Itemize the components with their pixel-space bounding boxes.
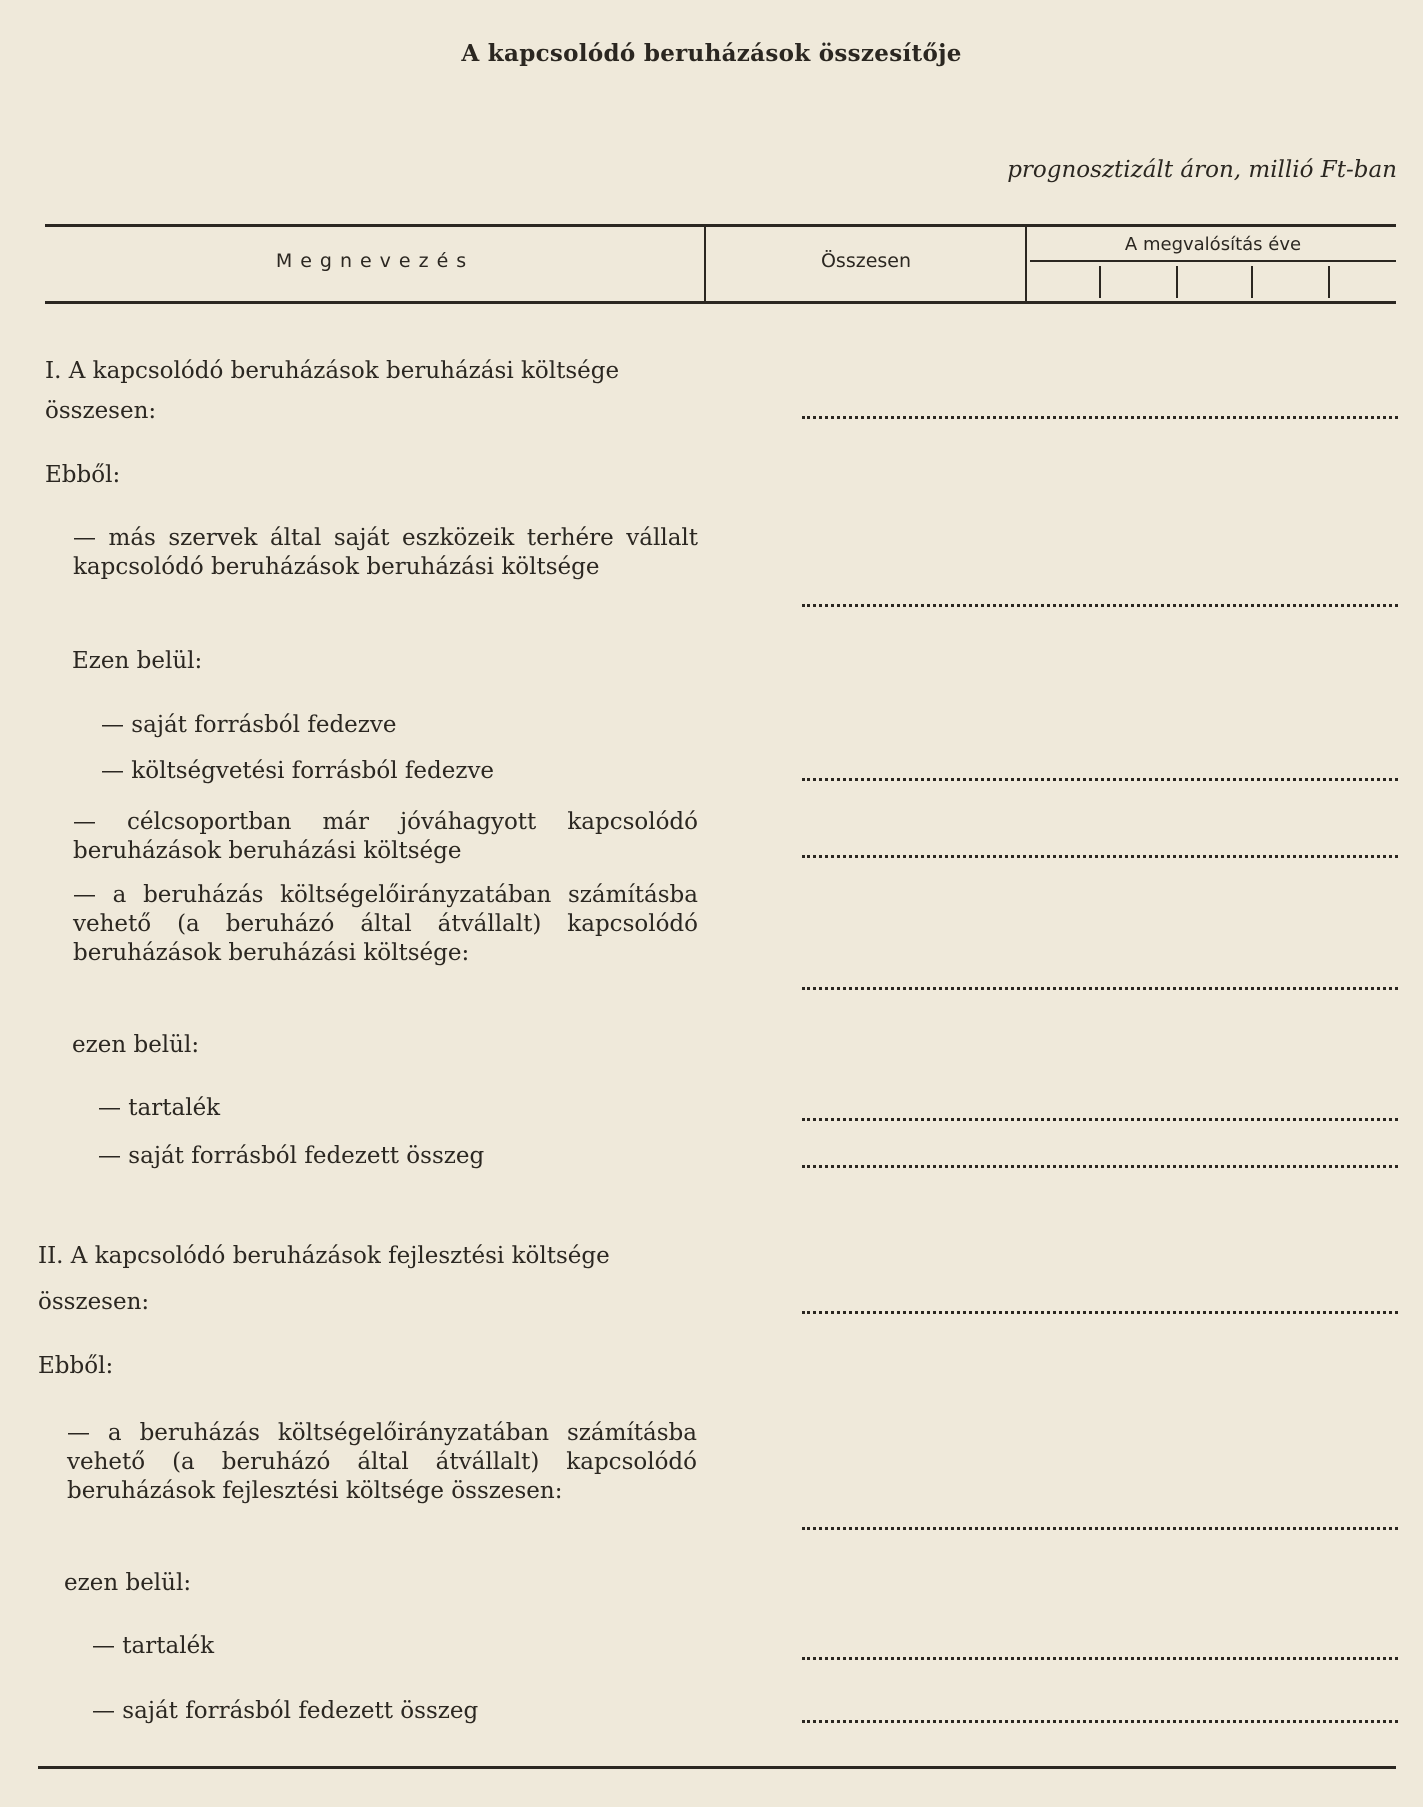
section2-ebbol: Ebből:: [38, 1353, 114, 1379]
header-bottom-rule: [45, 301, 1396, 304]
section1-heading-line1: I. A kapcsolódó beruházások beruházási költsége: [45, 358, 620, 384]
bottom-rule: [38, 1766, 1396, 1769]
section1-ezen-belul-2: ezen belül:: [72, 1032, 200, 1058]
section2-item-reserve: — tartalék: [92, 1633, 215, 1659]
unit-note: prognosztizált áron, millió Ft-ban: [1007, 157, 1397, 183]
section1-item-estimate: — a beruházás költségelőirányzatában számításba vehető (a beruházó által átvállalt) kapcsolódó beruházások beruházási költsége:: [73, 882, 698, 966]
section1-ezen-belul: Ezen belül:: [72, 648, 203, 674]
section1-item-reserve: — tartalék: [98, 1095, 221, 1121]
section2-ezen-belul: ezen belül:: [64, 1570, 192, 1596]
year-divider-4: [1328, 266, 1330, 298]
section1-ebbol: Ebből:: [45, 462, 121, 488]
year-divider-2: [1176, 266, 1178, 298]
year-divider-1: [1099, 266, 1101, 298]
header-total-column: Összesen: [820, 250, 912, 272]
section1-budget-source-dots: [802, 778, 1398, 781]
section2-item-estimate: — a beruházás költségelőirányzatában számításba vehető (a beruházó által átvállalt) kapcsolódó beruházások fejlesztési költsége összesen:: [67, 1420, 697, 1504]
section2-total-dots: [802, 1311, 1398, 1314]
header-name-column: Megnevezés: [275, 250, 475, 272]
section1-item-budget-source: — költségvetési forrásból fedezve: [101, 758, 495, 784]
column-divider-2: [1025, 227, 1027, 301]
section1-heading-line2: összesen:: [45, 398, 157, 424]
section1-own-amount-dots: [802, 1165, 1398, 1168]
section1-item-own-amount: — saját forrásból fedezett összeg: [98, 1143, 485, 1169]
section1-item-approved: — célcsoportban már jóváhagyott kapcsolódó beruházások beruházási költsége: [73, 809, 698, 864]
section2-item-own-amount: — saját forrásból fedezett összeg: [92, 1698, 479, 1724]
section1-item-own-source: — saját forrásból fedezve: [101, 712, 397, 738]
section2-reserve-dots: [802, 1657, 1398, 1660]
section1-approved-dots: [802, 855, 1398, 858]
section1-item-other-orgs: — más szervek által saját eszközeik terhére vállalt kapcsolódó beruházások beruházási költsége: [73, 525, 698, 580]
section2-own-amount-dots: [802, 1720, 1398, 1723]
section1-total-dots: [802, 416, 1398, 419]
page-title: A kapcsolódó beruházások összesítője: [461, 40, 962, 67]
year-divider-3: [1251, 266, 1253, 298]
section1-other-orgs-dots: [802, 604, 1398, 607]
year-subheader-rule: [1030, 260, 1396, 262]
header-year-column: A megvalósítás éve: [1124, 234, 1302, 255]
section1-reserve-dots: [802, 1118, 1398, 1121]
header-top-rule: [45, 224, 1396, 227]
section1-estimate-dots: [802, 987, 1398, 990]
section2-heading-line2: összesen:: [38, 1289, 150, 1315]
section2-estimate-dots: [802, 1527, 1398, 1530]
section2-heading-line1: II. A kapcsolódó beruházások fejlesztési költsége: [38, 1243, 610, 1269]
